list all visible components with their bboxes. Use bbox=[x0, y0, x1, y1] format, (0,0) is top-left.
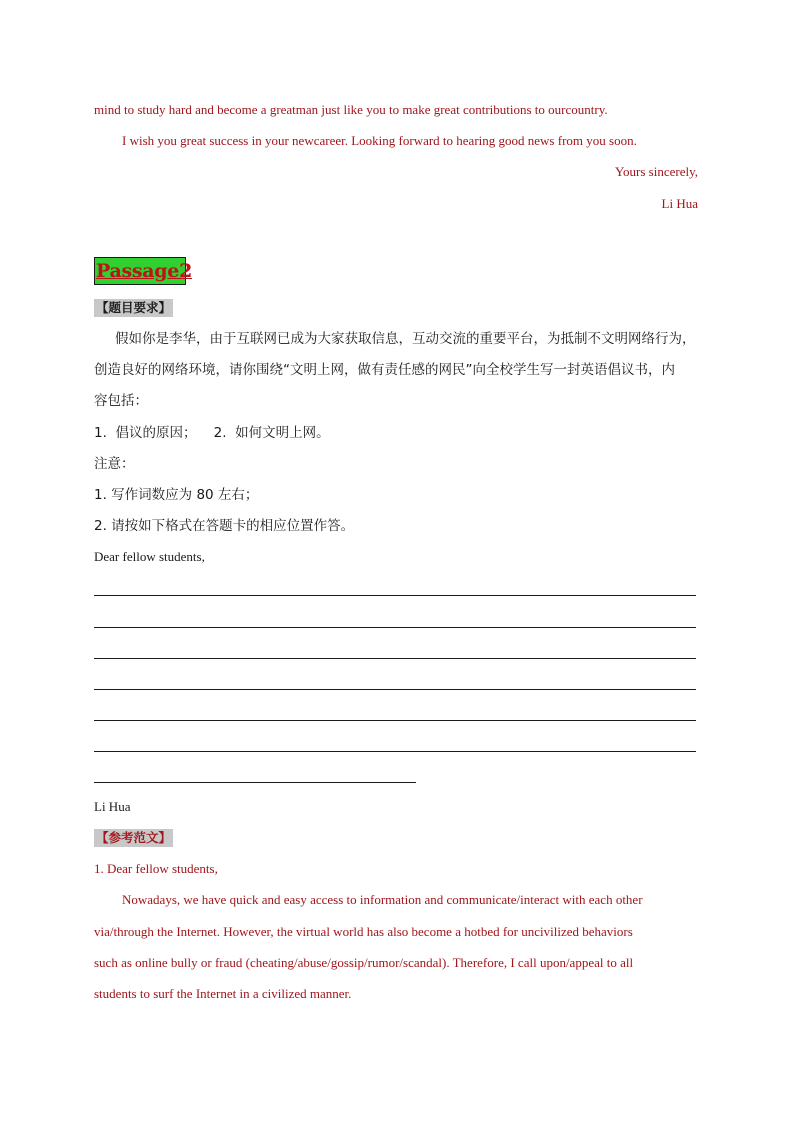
sample-heading: 1. Dear fellow students, bbox=[94, 861, 218, 876]
note-item: 1. 写作词数应为 80 左右； bbox=[94, 487, 259, 503]
answer-line bbox=[94, 627, 696, 628]
sample-line: Nowadays, we have quick and easy access to information and communicate/interact with each other bbox=[122, 892, 643, 907]
task-paragraph-line: 假如你是李华，由于互联网已成为大家获取信息，互动交流的重要平台，为抵制不文明网络行为， bbox=[115, 331, 696, 347]
task-points: 1. 倡议的原因； 2. 如何文明上网。 bbox=[94, 425, 330, 441]
answer-line bbox=[94, 751, 696, 752]
answer-line bbox=[94, 689, 696, 690]
signature: Li Hua bbox=[94, 799, 131, 814]
answer-line bbox=[94, 658, 696, 659]
salutation: Dear fellow students, bbox=[94, 549, 205, 564]
passage-title: Passage2 bbox=[96, 260, 192, 282]
letter-signature: Li Hua bbox=[661, 196, 698, 211]
sample-line: students to surf the Internet in a civilized manner. bbox=[94, 986, 352, 1001]
answer-line bbox=[94, 595, 696, 596]
answer-line bbox=[94, 720, 696, 721]
note-label: 注意： bbox=[94, 456, 135, 472]
note-item: 2. 请按如下格式在答题卡的相应位置作答。 bbox=[94, 518, 355, 534]
sample-essay-tag: 【参考范文】 bbox=[96, 830, 172, 845]
answer-line bbox=[94, 782, 416, 783]
task-requirement-tag: 【题目要求】 bbox=[96, 300, 172, 315]
task-paragraph-line: 容包括： bbox=[94, 393, 148, 409]
letter-closing: Yours sincerely, bbox=[614, 164, 698, 179]
sample-line: via/through the Internet. However, the virtual world has also become a hotbed for uncivilized behaviors bbox=[94, 924, 633, 939]
sample-line: such as online bully or fraud (cheating/abuse/gossip/rumor/scandal). Therefore, I call upon/appeal to all bbox=[94, 955, 634, 970]
letter-line: I wish you great success in your newcareer. Looking forward to hearing good news from you soon. bbox=[122, 133, 637, 148]
letter-line: mind to study hard and become a greatman just like you to make great contributions to ourcountry. bbox=[94, 102, 608, 117]
task-paragraph-line: 创造良好的网络环境，请你围绕“文明上网，做有责任感的网民”向全校学生写一封英语倡议书，内 bbox=[94, 362, 675, 378]
